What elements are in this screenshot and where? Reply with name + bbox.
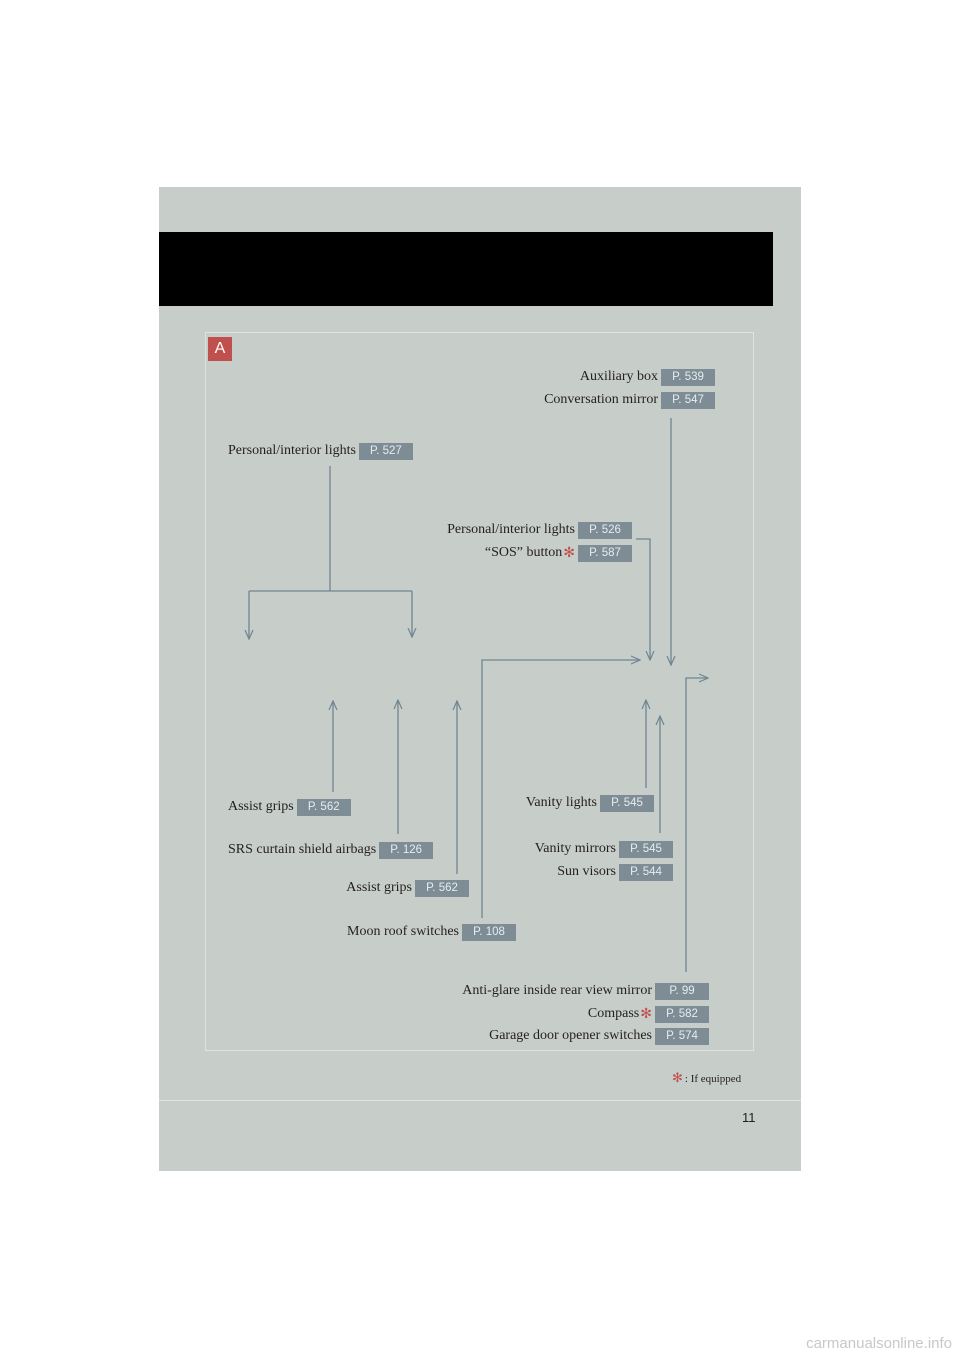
- page-reference-link[interactable]: P. 562: [297, 799, 351, 816]
- leader-line: [249, 466, 412, 639]
- label-text: Anti-glare inside rear view mirror: [462, 983, 652, 998]
- label-text: Garage door opener switches: [489, 1028, 652, 1043]
- srs-curtain-airbags-label: [228, 841, 433, 859]
- asterisk-icon: ✻: [672, 1070, 683, 1085]
- footnote-text: : If equipped: [684, 1073, 742, 1085]
- assist-grips-label: [346, 879, 469, 897]
- page-reference-link[interactable]: P. 108: [462, 924, 516, 941]
- conversation-mirror-label: [544, 391, 715, 409]
- vanity-mirrors-label: [535, 840, 673, 858]
- moon-roof-switches-label: [347, 923, 516, 941]
- label-text: Compass: [587, 1006, 640, 1021]
- label-text: SRS curtain shield airbags: [228, 842, 377, 857]
- personal-lights-label: [447, 521, 632, 539]
- page-reference-link[interactable]: P. 562: [415, 880, 469, 897]
- watermark: carmanualsonline.info: [806, 1335, 952, 1352]
- label-text: Vanity mirrors: [534, 841, 616, 856]
- label-text: Moon roof switches: [347, 924, 459, 939]
- page-reference-link[interactable]: P. 526: [578, 522, 632, 539]
- assist-grips-label: [228, 798, 351, 816]
- asterisk-icon: ✻: [640, 1006, 652, 1022]
- page-reference-link[interactable]: P. 587: [578, 545, 632, 562]
- garage-door-opener-label: [489, 1027, 709, 1045]
- label-text: “SOS” button: [484, 545, 563, 560]
- anti-glare-mirror-label: [462, 982, 709, 1000]
- personal-lights-label: [228, 442, 413, 460]
- label-text: Sun visors: [557, 864, 616, 879]
- page-reference-link[interactable]: P. 99: [655, 983, 709, 1000]
- leader-line: [686, 678, 708, 972]
- page-number: 11: [742, 1110, 756, 1125]
- asterisk-icon: ✻: [563, 545, 575, 561]
- page-reference-link[interactable]: P. 126: [379, 842, 433, 859]
- page-reference-link[interactable]: P. 545: [619, 841, 673, 858]
- page-reference-link[interactable]: P. 527: [359, 443, 413, 460]
- leader-line: [636, 539, 650, 660]
- page-reference-link[interactable]: P. 539: [661, 369, 715, 386]
- page-reference-link[interactable]: P. 547: [661, 392, 715, 409]
- page-reference-link[interactable]: P. 582: [655, 1006, 709, 1023]
- label-text: Conversation mirror: [544, 392, 658, 407]
- footnote: [672, 1070, 741, 1086]
- section-badge: A: [208, 337, 232, 361]
- auxiliary-box-label: [580, 368, 715, 386]
- page-reference-link[interactable]: P. 545: [600, 795, 654, 812]
- sos-button-label: [485, 544, 632, 562]
- page-reference-link[interactable]: P. 574: [655, 1028, 709, 1045]
- sun-visors-label: [557, 863, 673, 881]
- compass-label: [588, 1005, 709, 1023]
- page-reference-link[interactable]: P. 544: [619, 864, 673, 881]
- label-text: Auxiliary box: [579, 369, 658, 384]
- label-text: Assist grips: [346, 880, 412, 895]
- label-text: Vanity lights: [525, 795, 597, 810]
- vanity-lights-label: [526, 794, 654, 812]
- label-text: Personal/interior lights: [228, 443, 356, 458]
- label-text: Personal/interior lights: [447, 522, 575, 537]
- label-text: Assist grips: [228, 799, 294, 814]
